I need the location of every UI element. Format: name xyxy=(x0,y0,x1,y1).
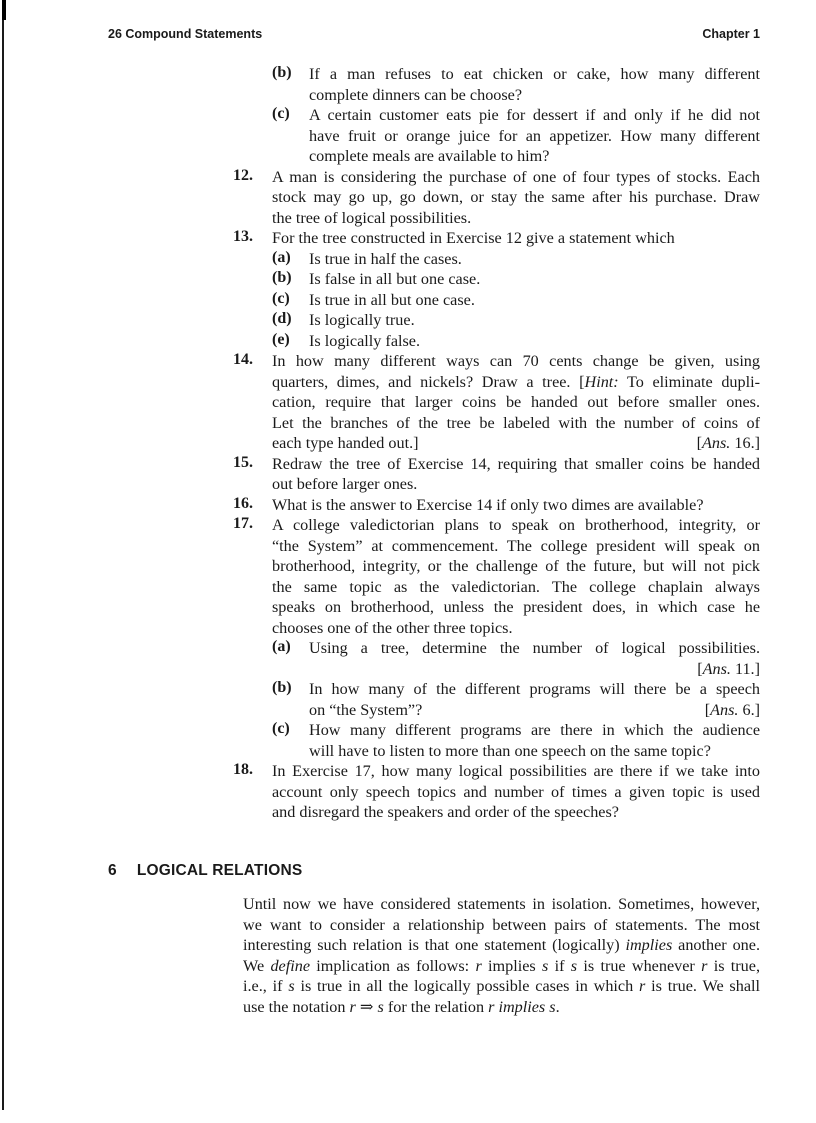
answer-label: Ans. xyxy=(710,700,739,719)
body-text: We xyxy=(243,956,271,975)
exercise-line: the same topic as the valedictorian. The college chaplain always xyxy=(272,577,760,596)
exercise-line: A certain customer eats pie for dessert if and only if he did not xyxy=(309,106,760,124)
exercise-item xyxy=(233,166,760,229)
exercise-subpart xyxy=(272,638,760,679)
answer-value: 11.] xyxy=(730,659,760,678)
exercise-subpart xyxy=(272,310,760,331)
exercise-subpart xyxy=(272,64,760,105)
exercise-line: Let the branches of the tree be labeled with the number of coins of xyxy=(272,413,760,432)
subpart-label: (b) xyxy=(272,269,292,286)
subpart-label: (c) xyxy=(272,720,290,737)
exercise-subpart xyxy=(272,269,760,290)
page-edge-mark xyxy=(2,0,6,20)
exercise-line: A college valedictorian plans to speak on brotherhood, integrity, or xyxy=(272,516,760,534)
exercise-line: If a man refuses to eat chicken or cake, how many different xyxy=(309,65,760,83)
exercise-line: What is the answer to Exercise 14 if only two dimes are available? xyxy=(272,495,704,514)
section-title-text: LOGICAL RELATIONS xyxy=(136,862,303,879)
body-text: is true. We shall xyxy=(645,977,761,995)
answer-label: Ans. xyxy=(702,434,731,452)
exercise-line: complete meals are available to him? xyxy=(309,147,550,165)
bracket: [ xyxy=(696,434,702,452)
answer-value: 16.] xyxy=(730,434,760,452)
variable: s xyxy=(541,956,549,975)
exercise-subpart xyxy=(272,679,760,720)
exercise-line: In how many different ways can 70 cents change be given, using xyxy=(272,352,760,370)
exercise-item xyxy=(233,228,760,249)
answer-note xyxy=(697,660,760,678)
exercise-subpart xyxy=(272,248,760,270)
subpart-label: (b) xyxy=(272,679,292,696)
answer-note xyxy=(697,433,760,454)
exercise-number: 12. xyxy=(233,166,253,184)
body-line xyxy=(243,976,760,997)
exercise-line: brotherhood, integrity, or the challenge of the future, but will not pick xyxy=(272,557,760,575)
exercise-line: A man is considering the purchase of one of four types of stocks. Each xyxy=(272,167,760,186)
exercise-line-text: each type handed out.] xyxy=(272,434,419,452)
header-left-title: 26 Compound Statements xyxy=(108,27,263,41)
body-text: another one. xyxy=(672,936,760,954)
exercise-line: complete dinners can be choose? xyxy=(309,85,523,104)
exercise-line: Is false in all but one case. xyxy=(309,270,481,288)
exercise-number: 14. xyxy=(233,351,253,368)
exercise-subpart xyxy=(272,289,760,311)
exercise-line: speaks on brotherhood, unless the president does, in which case he xyxy=(272,598,760,616)
body-text: if xyxy=(548,956,571,975)
body-text: use the notation xyxy=(243,997,350,1016)
exercise-line: Is logically false. xyxy=(309,331,421,350)
subpart-label: (c) xyxy=(272,289,290,307)
variable: r xyxy=(639,977,646,995)
exercise-line: In Exercise 17, how many logical possibilities are there if we take into xyxy=(272,762,760,780)
variable: r xyxy=(475,956,482,975)
subpart-label: (b) xyxy=(272,64,292,81)
header-chapter: Chapter 1 xyxy=(702,27,760,41)
exercise-line: Redraw the tree of Exercise 14, requiring that smaller coins be handed xyxy=(272,454,760,473)
exercise-line: chooses one of the other three topics. xyxy=(272,618,513,637)
exercise-item xyxy=(233,494,760,516)
exercise-subpart xyxy=(272,720,760,761)
section-number: 6 xyxy=(108,862,117,879)
exercise-line: “the System” at commencement. The college president will speak on xyxy=(272,536,760,555)
body-text: . xyxy=(555,997,560,1016)
subpart-label: (d) xyxy=(272,310,292,327)
emphasis: define xyxy=(270,956,311,975)
running-header xyxy=(108,27,760,45)
hint-label: Hint: xyxy=(584,372,619,391)
body-text: is true in all the logically possible cases in which xyxy=(294,977,640,995)
body-text: implies xyxy=(481,956,542,975)
section-body xyxy=(243,894,760,1017)
exercise-line-with-answer xyxy=(272,433,760,454)
exercise-line: and disregard the speakers and order of the speeches? xyxy=(272,803,619,821)
exercise-item xyxy=(233,761,760,823)
exercise-line: How many different programs are there in which the audience xyxy=(309,721,760,739)
body-text: is true whenever xyxy=(577,956,702,975)
body-text: is true, xyxy=(707,956,761,975)
body-text: Until now we have considered statements in isolation. Sometimes, however, xyxy=(243,895,760,913)
variable: s xyxy=(288,977,295,995)
exercise-number: 15. xyxy=(233,453,253,471)
exercise-line-with-answer xyxy=(309,700,760,721)
exercise-list xyxy=(0,64,816,823)
exercise-line: For the tree constructed in Exercise 12 give a statement which xyxy=(272,229,675,247)
exercise-subpart xyxy=(272,330,760,352)
exercise-line: will have to listen to more than one speech on the same topic? xyxy=(309,741,711,760)
exercise-line: account only speech topics and number of times a given topic is used xyxy=(272,782,760,801)
bracket: [ xyxy=(697,659,703,678)
exercise-number: 16. xyxy=(233,494,253,512)
exercise-item xyxy=(233,351,760,454)
body-text: interesting such relation is that one statement (logically) xyxy=(243,936,626,954)
answer-note xyxy=(705,700,760,721)
section-heading xyxy=(108,862,302,880)
exercise-line: have fruit or orange juice for an appetizer. How many different xyxy=(309,126,760,145)
subpart-label: (e) xyxy=(272,330,290,348)
exercise-line: the tree of logical possibilities. xyxy=(272,208,472,227)
exercise-line: Is true in all but one case. xyxy=(309,290,475,309)
subpart-label: (c) xyxy=(272,105,290,122)
exercise-number: 18. xyxy=(233,761,253,778)
body-line xyxy=(243,956,760,977)
body-text: for the relation xyxy=(383,997,489,1016)
body-line xyxy=(243,894,760,915)
variable: s xyxy=(570,956,578,975)
exercise-line: Using a tree, determine the number of logical possibilities. xyxy=(309,639,760,657)
subpart-label: (a) xyxy=(272,638,291,655)
exercise-line: Is logically true. xyxy=(309,311,415,329)
answer-value: 6.] xyxy=(738,700,760,719)
implication-notation: r ⇒ s xyxy=(349,997,384,1016)
variable: r xyxy=(701,956,708,975)
body-text: i.e., if xyxy=(243,977,289,995)
exercise-line: stock may go up, go down, or stay the same after his purchase. Draw xyxy=(272,188,760,206)
exercise-line: In how many of the different programs will there be a speech xyxy=(309,680,760,698)
exercise-line: out before larger ones. xyxy=(272,475,418,493)
body-text: we want to consider a relationship between pairs of statements. The most xyxy=(243,915,760,934)
body-line xyxy=(243,935,760,956)
exercise-subpart xyxy=(272,105,760,167)
exercise-line: quarters, dimes, and nickels? Draw a tree. [Hint: To eliminate dupli- xyxy=(272,372,760,391)
body-line xyxy=(243,997,760,1018)
body-line xyxy=(243,915,760,936)
exercise-line: Is true in half the cases. xyxy=(309,249,462,268)
body-text: implication as follows: xyxy=(310,956,476,975)
bracket: [ xyxy=(704,700,711,719)
emphasis: r implies s xyxy=(488,997,556,1016)
emphasis: implies xyxy=(625,936,673,954)
exercise-line: cation, require that larger coins be handed out before smaller ones. xyxy=(272,393,760,411)
exercise-line-text: on “the System”? xyxy=(309,700,423,719)
exercise-item xyxy=(233,515,760,638)
subpart-label: (a) xyxy=(272,248,291,266)
exercise-item xyxy=(233,453,760,495)
answer-label: Ans. xyxy=(702,659,731,678)
answer-line xyxy=(309,659,760,680)
exercise-number: 17. xyxy=(233,515,253,532)
exercise-number: 13. xyxy=(233,228,253,245)
